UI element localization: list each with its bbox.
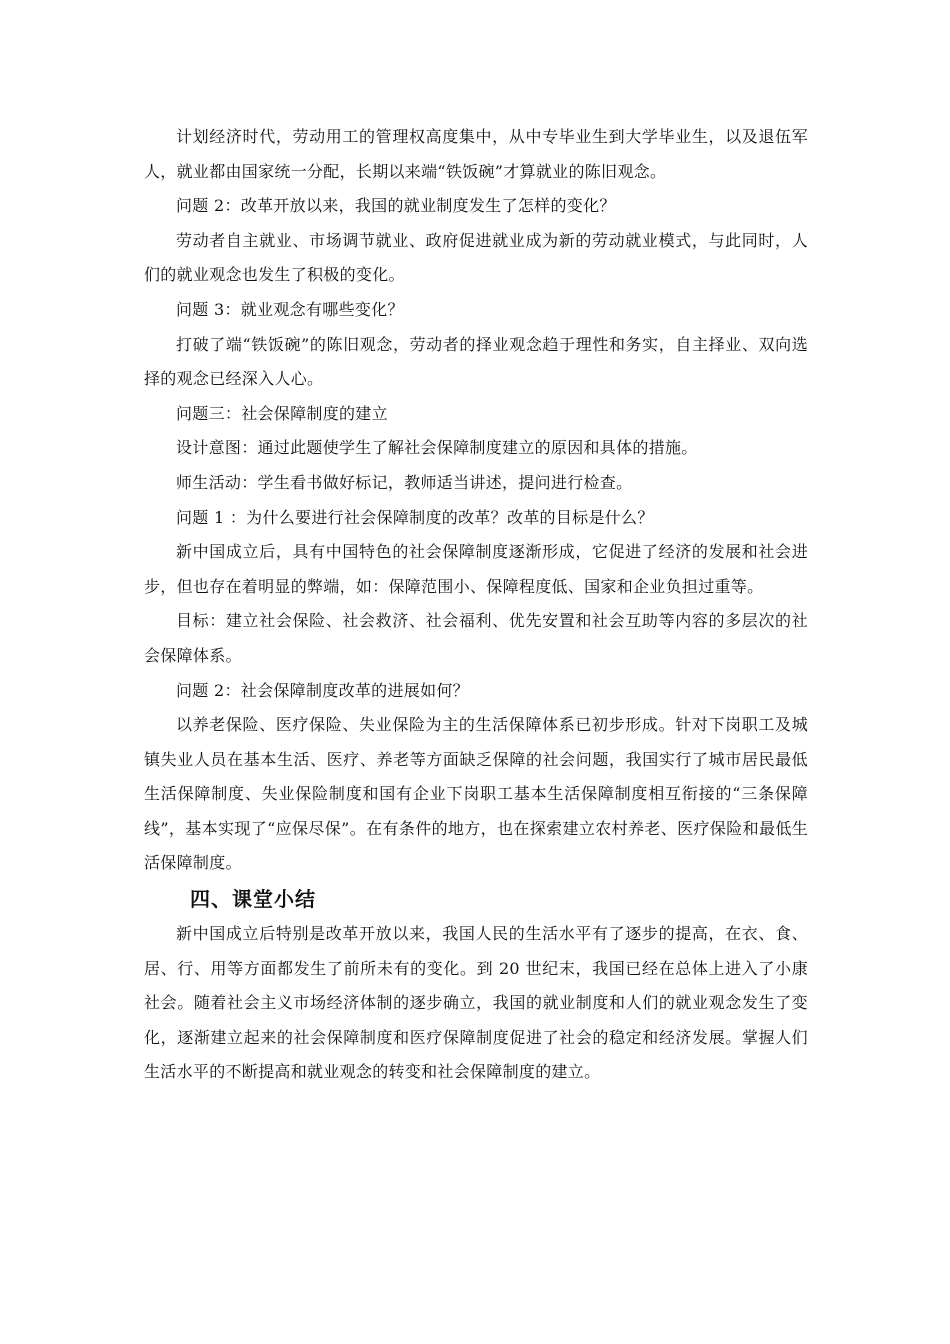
paragraph: 新中国成立后，具有中国特色的社会保障制度逐渐形成，它促进了经济的发展和社会进步，但也存在着明显的弊端，如：保障范围小、保障程度低、国家和企业负担过重等。 [144, 542, 808, 596]
paragraph: 问题 1 ：为什么要进行社会保障制度的改革？改革的目标是什么？ [176, 507, 654, 527]
paragraph: 问题 2：社会保障制度改革的进展如何？ [176, 680, 469, 700]
section-heading: 四、课堂小结 [190, 887, 316, 912]
paragraph: 计划经济时代，劳动用工的管理权高度集中，从中专毕业生到大学毕业生，以及退伍军人，就业都由国家统一分配，长期以来端“铁饭碗”才算就业的陈旧观念。 [144, 127, 808, 181]
document-body [144, 120, 808, 1090]
paragraph: 问题 3：就业观念有哪些变化？ [176, 299, 404, 319]
paragraph: 师生活动：学生看书做好标记，教师适当讲述，提问进行检查。 [176, 472, 633, 492]
paragraph: 打破了端“铁饭碗”的陈旧观念，劳动者的择业观念趋于理性和务实，自主择业、双向选择的观念已经深入人心。 [144, 334, 808, 389]
paragraph: 设计意图：通过此题使学生了解社会保障制度建立的原因和具体的措施。 [176, 438, 698, 458]
paragraph: 问题三：社会保障制度的建立 [176, 403, 388, 423]
paragraph: 目标：建立社会保险、社会救济、社会福利、优先安置和社会互助等内容的多层次的社会保障体系。 [144, 611, 808, 665]
paragraph: 以养老保险、医疗保险、失业保险为主的生活保障体系已初步形成。针对下岗职工及城镇失业人员在基本生活、医疗、养老等方面缺乏保障的社会问题，我国实行了城市居民最低生活保障制度、失业保险制度和国有企业下岗职工基本生活保障制度相互衔接的“三条保障线”，基本实现了“应保尽保”。在有条件的地方，也在探索建立农村养老、医疗保险和最低生活保障制度。 [144, 715, 808, 873]
paragraph: 新中国成立后特别是改革开放以来，我国人民的生活水平有了逐步的提高，在衣、食、居、行、用等方面都发生了前所未有的变化。到 20 世纪末，我国已经在总体上进入了小康社会。随着社会主义市场经济体制的逐步确立，我国的就业制度和人们的就业观念发生了变化，逐渐建立起来的社会保障制度和医疗保障制度促进了社会的稳定和经济发展。掌握人们生活水平的不断提高和就业观念的转变和社会保障制度的建立。 [144, 924, 808, 1082]
paragraph: 劳动者自主就业、市场调节就业、政府促进就业成为新的劳动就业模式，与此同时，人们的就业观念也发生了积极的变化。 [144, 230, 808, 285]
paragraph: 问题 2：改革开放以来，我国的就业制度发生了怎样的变化？ [176, 196, 616, 216]
